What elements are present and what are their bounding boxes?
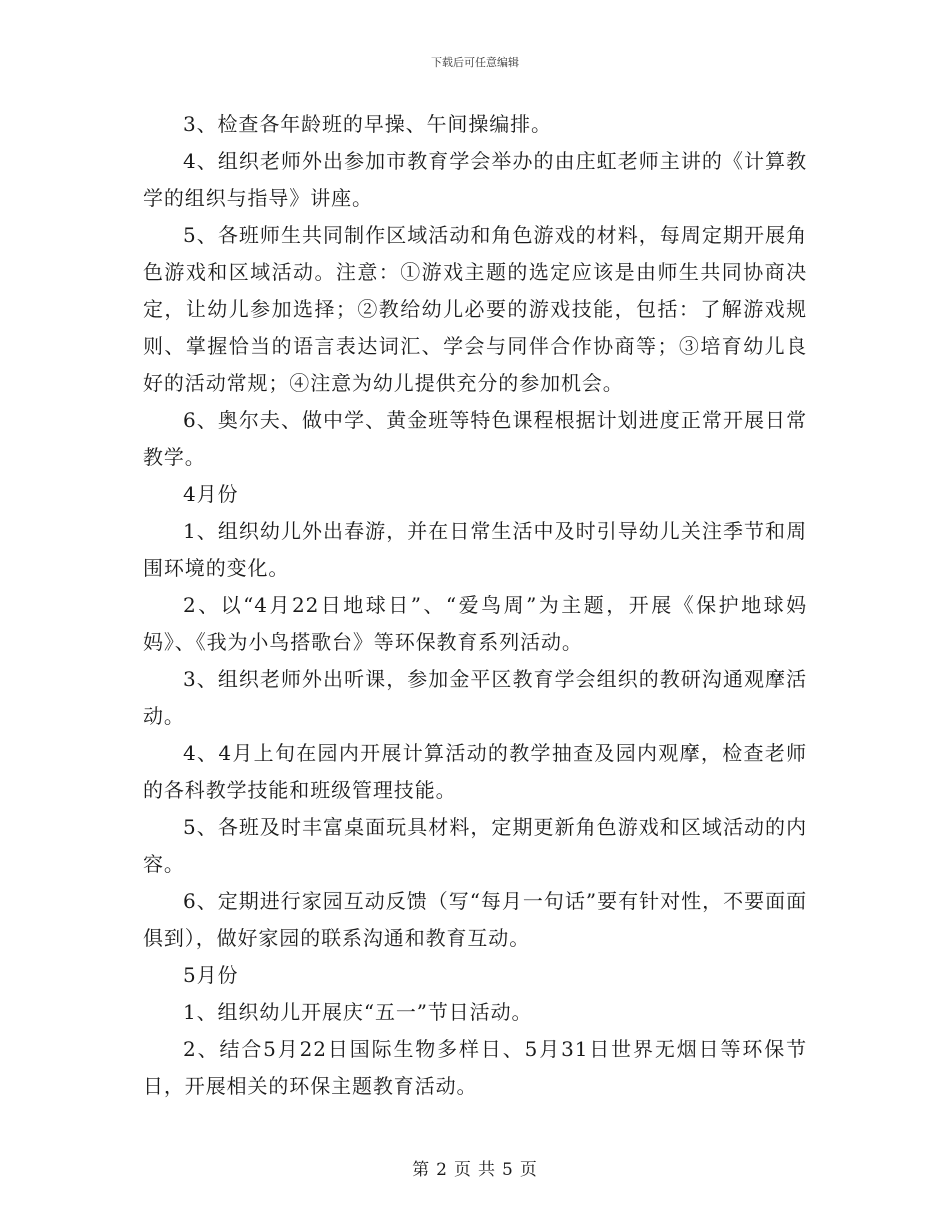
- page-number-prefix: 第: [412, 1160, 431, 1180]
- section-heading-may: 5月份: [183, 963, 239, 987]
- page-number-current: 2: [436, 1160, 448, 1180]
- paragraph-march-5: 5、各班师生共同制作区域活动和角色游戏的材料，每周定期开展角色游戏和区域活动。注意：①游戏主题的选定应该是由师生共同协商决定，让幼儿参加选择；②教给幼儿必要的游戏技能，包括：了解游戏规则、掌握恰当的语言表达词汇、学会与同伴合作协商等；③培育幼儿良好的活动常规；④注意为幼儿提供充分的参加机会。: [143, 223, 807, 395]
- section-heading-april: 4月份: [183, 482, 239, 506]
- page-header: 下载后可任意编辑: [431, 56, 519, 69]
- page-number-suffix: 页: [519, 1160, 538, 1180]
- paragraph-april-2: 2、以“4月22日地球日”、“爱鸟周”为主题，开展《保护地球妈妈》、《我为小鸟搭歌台》等环保教育系列活动。: [143, 593, 807, 654]
- paragraph-march-4: 4、组织老师外出参加市教育学会举办的由庄虹老师主讲的《计算教学的组织与指导》讲座。: [143, 149, 807, 210]
- paragraph-april-4: 4、4月上旬在园内开展计算活动的教学抽查及园内观摩，检查老师的各科教学技能和班级管理技能。: [143, 741, 807, 802]
- page-number: [0, 1155, 950, 1180]
- paragraph-april-1: 1、组织幼儿外出春游，并在日常生活中及时引导幼儿关注季节和周围环境的变化。: [143, 519, 807, 580]
- page-number-total: 5: [502, 1160, 514, 1180]
- page-number-total-label: 共: [478, 1160, 496, 1180]
- paragraph-april-3: 3、组织老师外出听课，参加金平区教育学会组织的教研沟通观摩活动。: [143, 667, 807, 728]
- document-body: [143, 106, 807, 1105]
- paragraph-march-6: 6、奥尔夫、做中学、黄金班等特色课程根据计划进度正常开展日常教学。: [143, 408, 807, 469]
- paragraph-april-5: 5、各班及时丰富桌面玩具材料，定期更新角色游戏和区域活动的内容。: [143, 815, 807, 876]
- paragraph-march-3: 3、检查各年龄班的早操、午间操编排。: [183, 112, 552, 136]
- paragraph-april-6: 6、定期进行家园互动反馈（写“每月一句话”要有针对性，不要面面俱到），做好家园的联系沟通和教育互动。: [143, 889, 807, 950]
- page-number-unit: 页: [454, 1160, 472, 1180]
- paragraph-may-1: 1、组织幼儿开展庆“五一”节日活动。: [183, 1000, 533, 1024]
- paragraph-may-2: 2、结合5月22日国际生物多样日、5月31日世界无烟日等环保节日，开展相关的环保主题教育活动。: [143, 1037, 807, 1098]
